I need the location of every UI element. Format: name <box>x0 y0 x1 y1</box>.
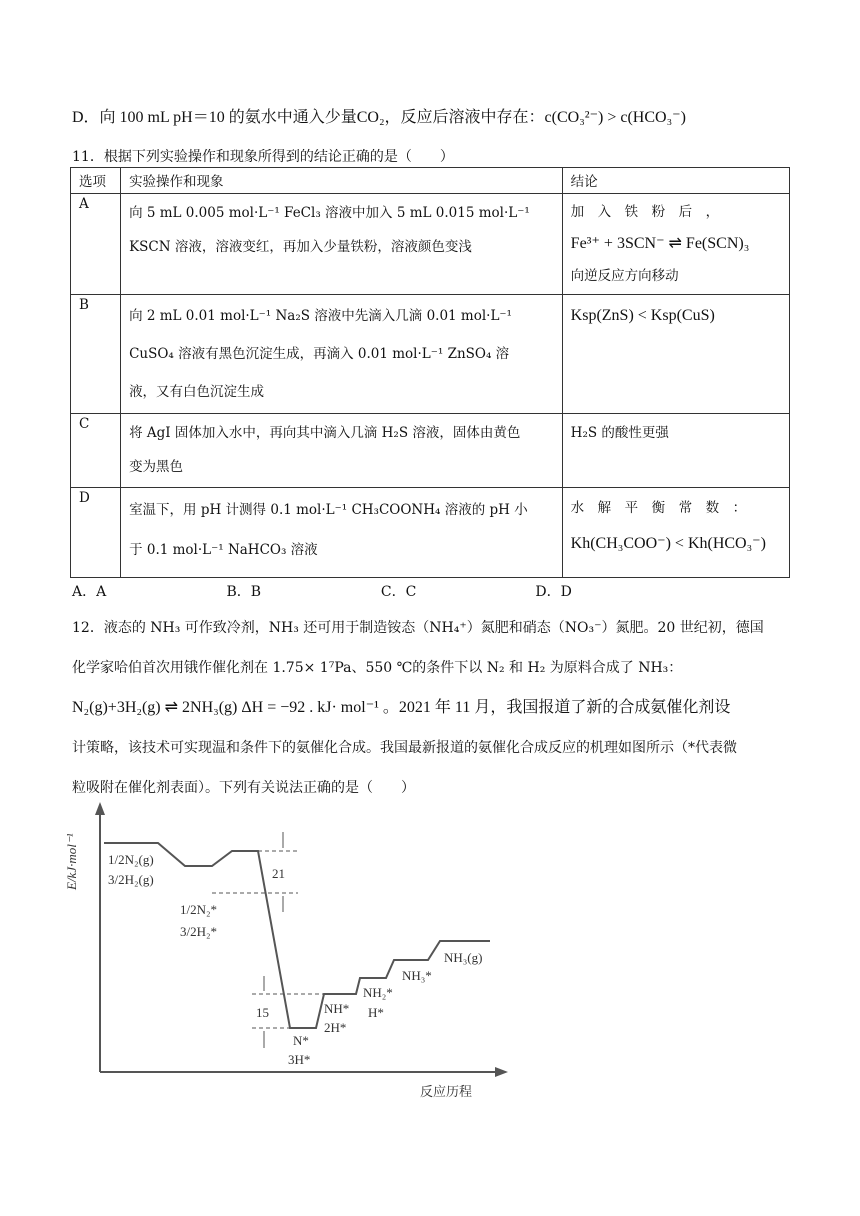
x-axis-label: 反应历程 <box>420 1084 473 1099</box>
row-conclusion-line: 向逆反应方向移动 <box>570 268 679 284</box>
state-label: NH₂* <box>363 985 393 1000</box>
x-axis-arrow <box>495 1067 508 1077</box>
row-conclusion-line: 水 解 平 衡 常 数 ： <box>570 500 747 516</box>
header-operation: 实验操作和现象 <box>121 168 563 194</box>
row-conclusion-line: H₂S 的酸性更强 <box>570 425 669 441</box>
row-option: B <box>71 295 121 414</box>
energy-gap-label: 21 <box>272 866 285 881</box>
q12-line: 计策略，该技术可实现温和条件下的氨催化合成。我国最新报道的氨催化合成反应的机理如图所示（*代表微 <box>72 740 737 756</box>
choice-a[interactable]: A．A <box>72 584 107 600</box>
row-option: D <box>71 488 121 578</box>
row-operation-line: 于 0.1 mol·L⁻¹ NaHCO₃ 溶液 <box>129 542 318 558</box>
row-option: C <box>71 414 121 488</box>
energy-gap-label: 15 <box>256 1005 269 1020</box>
header-conclusion: 结论 <box>562 168 789 194</box>
row-operation-line: 变为黑色 <box>129 459 184 475</box>
row-conclusion-line: Kh(CH₃COO⁻) < Kh(HCO₃⁻) <box>570 535 766 552</box>
state-label: 3/2H₂* <box>180 924 218 939</box>
row-operation-line: 向 5 mL 0.005 mol·L⁻¹ FeCl₃ 溶液中加入 5 mL 0.015 mol·L⁻¹ <box>129 205 530 221</box>
row-operation-line: 室温下，用 pH 计测得 0.1 mol·L⁻¹ CH₃COONH₄ 溶液的 pH 小 <box>129 502 528 518</box>
state-label: NH₃(g) <box>444 950 483 965</box>
q11-stem: 11．根据下列实验操作和现象所得到的结论正确的是（ ） <box>72 149 454 165</box>
q12-line: N₂(g)+3H₂(g) ⇌ 2NH₃(g) ΔH = −92 . kJ· mol⁻¹ 。2021 年 11 月，我国报道了新的合成氨催化剂设 <box>72 699 731 716</box>
row-conclusion-line: Fe³⁺ + 3SCN⁻ ⇌ Fe(SCN)₃ <box>570 235 750 252</box>
row-conclusion-line: Ksp(ZnS) < Ksp(CuS) <box>570 307 715 324</box>
state-label: NH₃* <box>402 968 432 983</box>
state-label: N* <box>293 1033 309 1048</box>
q12-line: 粒吸附在催化剂表面）。下列有关说法正确的是（ ） <box>72 780 415 796</box>
row-option: A <box>71 194 121 295</box>
state-label: 1/2N₂* <box>180 902 218 917</box>
y-axis-arrow <box>95 802 105 815</box>
choice-c[interactable]: C．C <box>380 584 417 600</box>
row-operation-line: 将 AgI 固体加入水中，再向其中滴入几滴 H₂S 溶液，固体由黄色 <box>129 425 521 441</box>
header-option: 选项 <box>71 168 121 194</box>
state-label: H* <box>368 1005 384 1020</box>
state-label: 2H* <box>324 1020 347 1035</box>
choice-d[interactable]: D．D <box>535 584 572 600</box>
row-operation-line: 液，又有白色沉淀生成 <box>129 384 265 400</box>
row-operation-line: KSCN 溶液，溶液变红，再加入少量铁粉，溶液颜色变浅 <box>129 239 472 255</box>
y-axis-label: E/kJ·mol⁻¹ <box>64 833 79 890</box>
state-label: 1/2N₂(g) <box>108 852 154 867</box>
state-label: 3H* <box>288 1052 311 1067</box>
row-operation-line: CuSO₄ 溶液有黑色沉淀生成，再滴入 0.01 mol·L⁻¹ ZnSO₄ 溶 <box>129 346 510 362</box>
state-label: 3/2H₂(g) <box>108 872 154 887</box>
state-label: NH* <box>324 1001 350 1016</box>
q10-option-d: D．向 100 mL pH＝10 的氨水中通入少量CO₂，反应后溶液中存在：c(CO₃²⁻) > c(HCO₃⁻) <box>72 109 686 126</box>
row-operation-line: 向 2 mL 0.01 mol·L⁻¹ Na₂S 溶液中先滴入几滴 0.01 mol·L⁻¹ <box>129 308 512 324</box>
row-conclusion-line: 加 入 铁 粉 后 ， <box>570 204 720 220</box>
energy-profile-line <box>104 843 490 1028</box>
q12-line: 12．液态的 NH₃ 可作致冷剂，NH₃ 还可用于制造铵态（NH₄⁺）氮肥和硝态（NO₃⁻）氮肥。20 世纪初，德国 <box>72 620 764 636</box>
choice-b[interactable]: B．B <box>226 584 262 600</box>
q12-line: 化学家哈伯首次用锇作催化剂在 1.75× 1⁷Pa、550 ℃的条件下以 N₂ 和 H₂ 为原料合成了 NH₃： <box>72 660 683 676</box>
